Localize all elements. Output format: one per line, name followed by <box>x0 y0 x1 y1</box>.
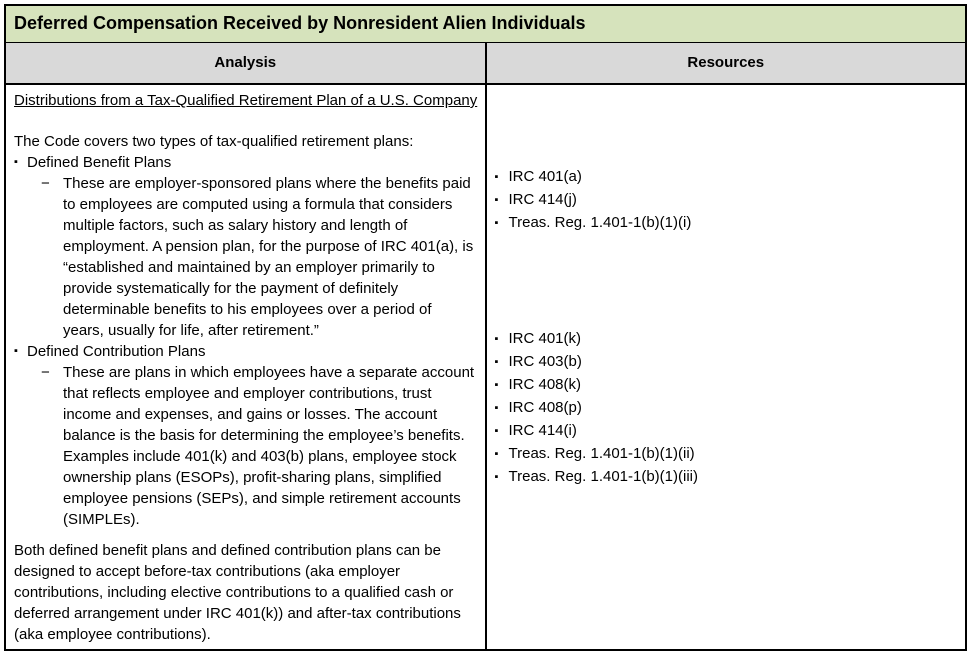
citation-text: IRC 408(k) <box>508 376 582 393</box>
table-title: Deferred Compensation Received by Nonresident Alien Individuals <box>5 5 966 42</box>
citation-text: Treas. Reg. 1.401-1(b)(1)(iii) <box>508 468 698 485</box>
resource-citation <box>495 327 699 350</box>
detail-text: These are plans in which employees have a separate account that reflects employee and employer contributions, trust income and expenses, and gains or losses. The account balance is the basis for determining the employee’s benefits. Examples include 401(k) and 403(b) plans, employee stock ownership plans (ESOPs), profit-sharing plans, simplified employee pensions (SEPs), and simple retirement accounts (SIMPLEs). <box>63 364 475 528</box>
square-bullet-icon: ▪ <box>494 402 499 414</box>
deferred-compensation-table <box>4 4 967 651</box>
resource-citation <box>495 188 692 211</box>
resources-column-header: Resources <box>486 42 967 84</box>
citation-text: IRC 403(b) <box>508 353 582 370</box>
citation-text: IRC 401(k) <box>508 330 582 347</box>
bullet-defined-contribution <box>14 341 475 362</box>
resource-citation <box>495 373 699 396</box>
citation-text: Treas. Reg. 1.401-1(b)(1)(i) <box>508 214 692 231</box>
dash-bullet-icon: − <box>41 175 50 192</box>
defined-contribution-detail <box>41 362 475 530</box>
section-heading: Distributions from a Tax-Qualified Retirement Plan of a U.S. Company <box>14 92 478 109</box>
title-row <box>5 5 966 42</box>
resource-citation <box>495 350 699 373</box>
bullet-label: Defined Benefit Plans <box>27 154 172 171</box>
citation-text: IRC 414(j) <box>508 191 577 208</box>
analysis-column-header: Analysis <box>5 42 486 84</box>
square-bullet-icon: ▪ <box>14 156 18 168</box>
square-bullet-icon: ▪ <box>494 471 499 483</box>
square-bullet-icon: ▪ <box>494 356 499 368</box>
citation-text: IRC 414(i) <box>508 422 577 439</box>
square-bullet-icon: ▪ <box>494 425 499 437</box>
square-bullet-icon: ▪ <box>494 217 499 229</box>
resource-citation <box>495 442 699 465</box>
detail-text: These are employer-sponsored plans where the benefits paid to employees are computed using a formula that considers multiple factors, such as salary history and length of employment. A pension plan, for the purpose of IRC 401(a), is “established and maintained by an employer primarily to provide systematically for the payment of definitely determinable benefits to his employees over a period of years, usually for life, after retirement.” <box>63 175 474 339</box>
closing-paragraph: Both defined benefit plans and defined contribution plans can be designed to accept before-tax contributions (aka employer contributions, including elective contributions to a qualified cash or deferred arrangement under IRC 401(k)) and after-tax contributions (aka employee contributions). <box>14 542 461 643</box>
intro-text: The Code covers two types of tax-qualified retirement plans: <box>14 133 414 150</box>
square-bullet-icon: ▪ <box>494 194 499 206</box>
resources-cell <box>486 84 967 650</box>
bullet-defined-benefit <box>14 152 475 173</box>
square-bullet-icon: ▪ <box>494 448 499 460</box>
resource-citation <box>495 211 692 234</box>
square-bullet-icon: ▪ <box>14 345 18 357</box>
resource-citation <box>495 165 692 188</box>
resources-group-defined-benefit <box>495 165 692 234</box>
body-row <box>5 84 966 650</box>
resource-citation <box>495 465 699 488</box>
square-bullet-icon: ▪ <box>494 379 499 391</box>
dash-bullet-icon: − <box>41 364 50 381</box>
analysis-cell <box>5 84 486 650</box>
defined-benefit-detail <box>41 173 475 341</box>
resource-citation <box>495 396 699 419</box>
square-bullet-icon: ▪ <box>494 333 499 345</box>
square-bullet-icon: ▪ <box>494 171 499 183</box>
resources-group-defined-contribution <box>495 327 699 488</box>
resource-citation <box>495 419 699 442</box>
citation-text: IRC 401(a) <box>508 168 582 185</box>
citation-text: IRC 408(p) <box>508 399 582 416</box>
citation-text: Treas. Reg. 1.401-1(b)(1)(ii) <box>508 445 695 462</box>
bullet-label: Defined Contribution Plans <box>27 343 206 360</box>
resources-wrapper <box>487 85 966 649</box>
column-header-row <box>5 42 966 84</box>
